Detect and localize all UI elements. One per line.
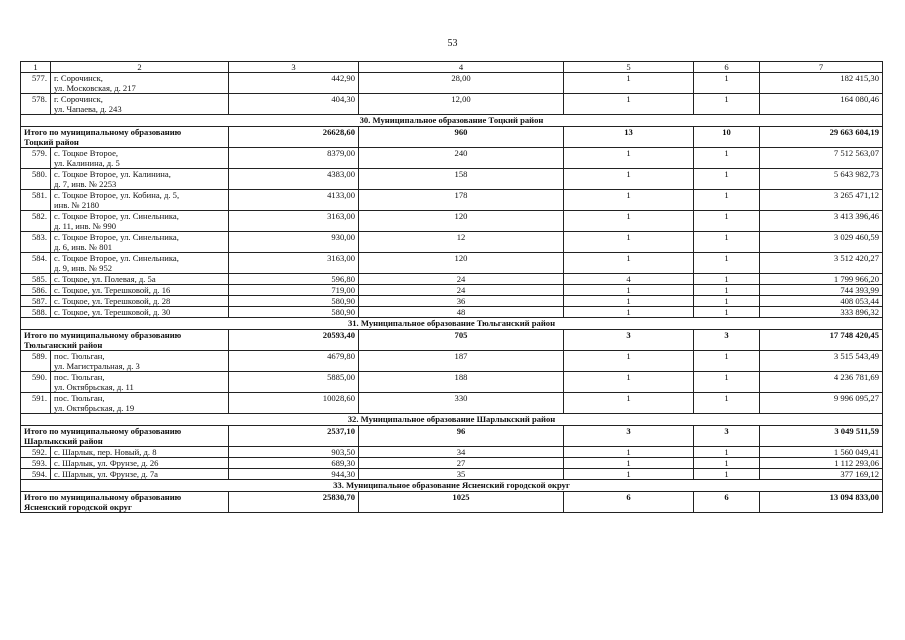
count-value: 1 xyxy=(564,211,694,232)
cost-value: 408 053,44 xyxy=(760,296,883,307)
address-cell xyxy=(51,351,229,372)
column-header: 2 xyxy=(51,62,229,73)
cost-value: 29 663 604,19 xyxy=(760,127,883,148)
count-value: 1 xyxy=(694,211,760,232)
row-number: 579. xyxy=(21,148,51,169)
count-value: 1 xyxy=(694,190,760,211)
area-value: 4679,80 xyxy=(229,351,359,372)
address-cell xyxy=(51,469,229,480)
address-cell xyxy=(51,190,229,211)
area-value: 25830,70 xyxy=(229,492,359,513)
area-value: 442,90 xyxy=(229,73,359,94)
residents-value: 240 xyxy=(359,148,564,169)
residents-value: 28,00 xyxy=(359,73,564,94)
row-number: 592. xyxy=(21,447,51,458)
subtotal-label-line: Итого по муниципальному образованию xyxy=(24,426,182,436)
cost-value: 3 413 396,46 xyxy=(760,211,883,232)
page-number: 53 xyxy=(447,38,458,49)
count-value: 1 xyxy=(694,372,760,393)
residents-value: 178 xyxy=(359,190,564,211)
cost-value: 377 169,12 xyxy=(760,469,883,480)
table-row xyxy=(21,148,883,169)
address-cell xyxy=(51,393,229,414)
column-header-row xyxy=(21,62,883,73)
count-value: 1 xyxy=(564,94,694,115)
count-value: 1 xyxy=(694,393,760,414)
residents-value: 12,00 xyxy=(359,94,564,115)
address-line: инв. № 2180 xyxy=(54,200,100,210)
column-header: 7 xyxy=(760,62,883,73)
count-value: 1 xyxy=(564,253,694,274)
address-line: ул. Чапаева, д. 243 xyxy=(54,104,122,114)
row-number: 581. xyxy=(21,190,51,211)
count-value: 3 xyxy=(694,330,760,351)
residents-value: 24 xyxy=(359,274,564,285)
count-value: 1 xyxy=(694,169,760,190)
cost-value: 1 560 049,41 xyxy=(760,447,883,458)
column-header: 1 xyxy=(21,62,51,73)
address-line: д. 11, инв. № 990 xyxy=(54,221,117,231)
row-number: 588. xyxy=(21,307,51,318)
address-line: с. Тоцкое Второе, ул. Синельника, xyxy=(54,253,179,263)
subtotal-label-line: Итого по муниципальному образованию xyxy=(24,330,182,340)
residents-value: 158 xyxy=(359,169,564,190)
column-header: 6 xyxy=(694,62,760,73)
residents-value: 24 xyxy=(359,285,564,296)
count-value: 1 xyxy=(564,232,694,253)
table-row xyxy=(21,285,883,296)
address-cell xyxy=(51,94,229,115)
count-value: 1 xyxy=(564,372,694,393)
section-title: 32. Муниципальное образование Шарлыкский район xyxy=(21,414,883,426)
address-line: с. Тоцкое, ул. Терешковой, д. 16 xyxy=(54,285,171,295)
address-cell xyxy=(51,307,229,318)
area-value: 26628,60 xyxy=(229,127,359,148)
table-body xyxy=(21,73,883,513)
row-number: 583. xyxy=(21,232,51,253)
residents-value: 187 xyxy=(359,351,564,372)
table-row xyxy=(21,296,883,307)
subtotal-label-line: Ясненский городской округ xyxy=(24,502,132,512)
area-value: 580,90 xyxy=(229,307,359,318)
count-value: 1 xyxy=(564,351,694,372)
address-line: г. Сорочинск, xyxy=(54,94,103,104)
address-line: ул. Октябрьская, д. 19 xyxy=(54,403,135,413)
residents-value: 36 xyxy=(359,296,564,307)
area-value: 8379,00 xyxy=(229,148,359,169)
count-value: 1 xyxy=(564,285,694,296)
count-value: 6 xyxy=(694,492,760,513)
table-row xyxy=(21,232,883,253)
subtotal-row xyxy=(21,330,883,351)
address-cell xyxy=(51,285,229,296)
row-number: 585. xyxy=(21,274,51,285)
address-line: с. Шарлык, пер. Новый, д. 8 xyxy=(54,447,157,457)
table-row xyxy=(21,73,883,94)
section-title: 33. Муниципальное образование Ясненский городской округ xyxy=(21,480,883,492)
row-number: 587. xyxy=(21,296,51,307)
count-value: 1 xyxy=(564,393,694,414)
cost-value: 3 512 420,27 xyxy=(760,253,883,274)
table-row xyxy=(21,211,883,232)
area-value: 689,30 xyxy=(229,458,359,469)
subtotal-label xyxy=(21,127,229,148)
housing-register-table xyxy=(20,61,883,513)
area-value: 930,00 xyxy=(229,232,359,253)
count-value: 1 xyxy=(694,253,760,274)
count-value: 6 xyxy=(564,492,694,513)
section-title: 31. Муниципальное образование Тюльганский район xyxy=(21,318,883,330)
table-row xyxy=(21,351,883,372)
cost-value: 744 393,99 xyxy=(760,285,883,296)
count-value: 1 xyxy=(564,458,694,469)
address-line: д. 7, инв. № 2253 xyxy=(54,179,117,189)
address-line: с. Тоцкое, ул. Терешковой, д. 30 xyxy=(54,307,171,317)
row-number: 582. xyxy=(21,211,51,232)
table-row xyxy=(21,307,883,318)
cost-value: 9 996 095,27 xyxy=(760,393,883,414)
row-number: 589. xyxy=(21,351,51,372)
count-value: 1 xyxy=(694,285,760,296)
row-number: 577. xyxy=(21,73,51,94)
cost-value: 17 748 420,45 xyxy=(760,330,883,351)
residents-value: 35 xyxy=(359,469,564,480)
area-value: 580,90 xyxy=(229,296,359,307)
cost-value: 164 080,46 xyxy=(760,94,883,115)
subtotal-row xyxy=(21,426,883,447)
cost-value: 3 029 460,59 xyxy=(760,232,883,253)
area-value: 596,80 xyxy=(229,274,359,285)
table-row xyxy=(21,274,883,285)
count-value: 1 xyxy=(694,307,760,318)
table-row xyxy=(21,190,883,211)
subtotal-label-line: Шарлыкский район xyxy=(24,436,103,446)
count-value: 1 xyxy=(564,148,694,169)
address-cell xyxy=(51,169,229,190)
cost-value: 3 265 471,12 xyxy=(760,190,883,211)
column-header: 5 xyxy=(564,62,694,73)
address-line: ул. Калинина, д. 5 xyxy=(54,158,120,168)
count-value: 1 xyxy=(694,351,760,372)
row-number: 584. xyxy=(21,253,51,274)
count-value: 1 xyxy=(564,190,694,211)
subtotal-label-line: Тюльганский район xyxy=(24,340,103,350)
address-line: ул. Октябрьская, д. 11 xyxy=(54,382,134,392)
address-line: с. Шарлык, ул. Фрунзе, д. 26 xyxy=(54,458,159,468)
table-row xyxy=(21,372,883,393)
address-line: с. Тоцкое Второе, ул. Синельника, xyxy=(54,232,179,242)
address-cell xyxy=(51,148,229,169)
area-value: 4133,00 xyxy=(229,190,359,211)
table-row xyxy=(21,469,883,480)
address-line: с. Шарлык, ул. Фрунзе, д. 7а xyxy=(54,469,158,479)
count-value: 1 xyxy=(564,307,694,318)
count-value: 3 xyxy=(694,426,760,447)
residents-value: 960 xyxy=(359,127,564,148)
row-number: 580. xyxy=(21,169,51,190)
address-line: д. 9, инв. № 952 xyxy=(54,263,113,273)
count-value: 1 xyxy=(694,232,760,253)
area-value: 719,00 xyxy=(229,285,359,296)
count-value: 1 xyxy=(564,447,694,458)
residents-value: 330 xyxy=(359,393,564,414)
area-value: 3163,00 xyxy=(229,253,359,274)
area-value: 5885,00 xyxy=(229,372,359,393)
count-value: 3 xyxy=(564,426,694,447)
cost-value: 182 415,30 xyxy=(760,73,883,94)
address-cell xyxy=(51,211,229,232)
section-heading-row xyxy=(21,115,883,127)
count-value: 1 xyxy=(564,469,694,480)
residents-value: 120 xyxy=(359,211,564,232)
section-heading-row xyxy=(21,480,883,492)
row-number: 578. xyxy=(21,94,51,115)
address-line: с. Тоцкое Второе, ул. Синельника, xyxy=(54,211,179,221)
residents-value: 120 xyxy=(359,253,564,274)
address-line: пос. Тюльган, xyxy=(54,393,105,403)
count-value: 1 xyxy=(564,169,694,190)
count-value: 1 xyxy=(694,469,760,480)
subtotal-label-line: Итого по муниципальному образованию xyxy=(24,492,182,502)
residents-value: 188 xyxy=(359,372,564,393)
row-number: 590. xyxy=(21,372,51,393)
row-number: 594. xyxy=(21,469,51,480)
area-value: 4383,00 xyxy=(229,169,359,190)
residents-value: 96 xyxy=(359,426,564,447)
row-number: 586. xyxy=(21,285,51,296)
subtotal-row xyxy=(21,127,883,148)
residents-value: 27 xyxy=(359,458,564,469)
residents-value: 705 xyxy=(359,330,564,351)
subtotal-label xyxy=(21,426,229,447)
cost-value: 7 512 563,07 xyxy=(760,148,883,169)
row-number: 593. xyxy=(21,458,51,469)
cost-value: 1 799 966,20 xyxy=(760,274,883,285)
count-value: 1 xyxy=(694,447,760,458)
residents-value: 48 xyxy=(359,307,564,318)
address-line: г. Сорочинск, xyxy=(54,73,103,83)
address-cell xyxy=(51,232,229,253)
address-line: ул. Московская, д. 217 xyxy=(54,83,136,93)
section-title: 30. Муниципальное образование Тоцкий район xyxy=(21,115,883,127)
count-value: 10 xyxy=(694,127,760,148)
address-line: пос. Тюльган, xyxy=(54,351,105,361)
count-value: 1 xyxy=(694,148,760,169)
cost-value: 5 643 982,73 xyxy=(760,169,883,190)
count-value: 1 xyxy=(694,94,760,115)
address-line: с. Тоцкое, ул. Полевая, д. 5а xyxy=(54,274,156,284)
count-value: 13 xyxy=(564,127,694,148)
table-row xyxy=(21,447,883,458)
subtotal-label xyxy=(21,330,229,351)
column-header: 3 xyxy=(229,62,359,73)
row-number: 591. xyxy=(21,393,51,414)
cost-value: 3 515 543,49 xyxy=(760,351,883,372)
area-value: 3163,00 xyxy=(229,211,359,232)
address-line: пос. Тюльган, xyxy=(54,372,105,382)
address-cell xyxy=(51,372,229,393)
subtotal-label xyxy=(21,492,229,513)
cost-value: 4 236 781,69 xyxy=(760,372,883,393)
cost-value: 13 094 833,00 xyxy=(760,492,883,513)
address-line: д. 6, инв. № 801 xyxy=(54,242,113,252)
table-row xyxy=(21,393,883,414)
address-cell xyxy=(51,447,229,458)
count-value: 1 xyxy=(694,296,760,307)
count-value: 1 xyxy=(694,73,760,94)
column-header: 4 xyxy=(359,62,564,73)
count-value: 3 xyxy=(564,330,694,351)
address-cell xyxy=(51,274,229,285)
address-cell xyxy=(51,296,229,307)
area-value: 903,50 xyxy=(229,447,359,458)
area-value: 20593,40 xyxy=(229,330,359,351)
residents-value: 1025 xyxy=(359,492,564,513)
count-value: 1 xyxy=(564,73,694,94)
address-cell xyxy=(51,458,229,469)
section-heading-row xyxy=(21,318,883,330)
residents-value: 34 xyxy=(359,447,564,458)
count-value: 1 xyxy=(694,274,760,285)
address-line: с. Тоцкое Второе, xyxy=(54,148,119,158)
area-value: 404,30 xyxy=(229,94,359,115)
address-line: с. Тоцкое Второе, ул. Калинина, xyxy=(54,169,171,179)
table-row xyxy=(21,458,883,469)
area-value: 10028,60 xyxy=(229,393,359,414)
cost-value: 3 049 511,59 xyxy=(760,426,883,447)
table-row xyxy=(21,94,883,115)
cost-value: 333 896,32 xyxy=(760,307,883,318)
subtotal-row xyxy=(21,492,883,513)
table-row xyxy=(21,169,883,190)
table-row xyxy=(21,253,883,274)
section-heading-row xyxy=(21,414,883,426)
count-value: 1 xyxy=(564,296,694,307)
subtotal-label-line: Итого по муниципальному образованию xyxy=(24,127,182,137)
address-cell xyxy=(51,253,229,274)
subtotal-label-line: Тоцкий район xyxy=(24,137,79,147)
count-value: 4 xyxy=(564,274,694,285)
address-line: с. Тоцкое, ул. Терешковой, д. 28 xyxy=(54,296,171,306)
address-line: с. Тоцкое Второе, ул. Кобина, д. 5, xyxy=(54,190,180,200)
cost-value: 1 112 293,06 xyxy=(760,458,883,469)
area-value: 944,30 xyxy=(229,469,359,480)
residents-value: 12 xyxy=(359,232,564,253)
area-value: 2537,10 xyxy=(229,426,359,447)
count-value: 1 xyxy=(694,458,760,469)
address-cell xyxy=(51,73,229,94)
address-line: ул. Магистральная, д. 3 xyxy=(54,361,140,371)
